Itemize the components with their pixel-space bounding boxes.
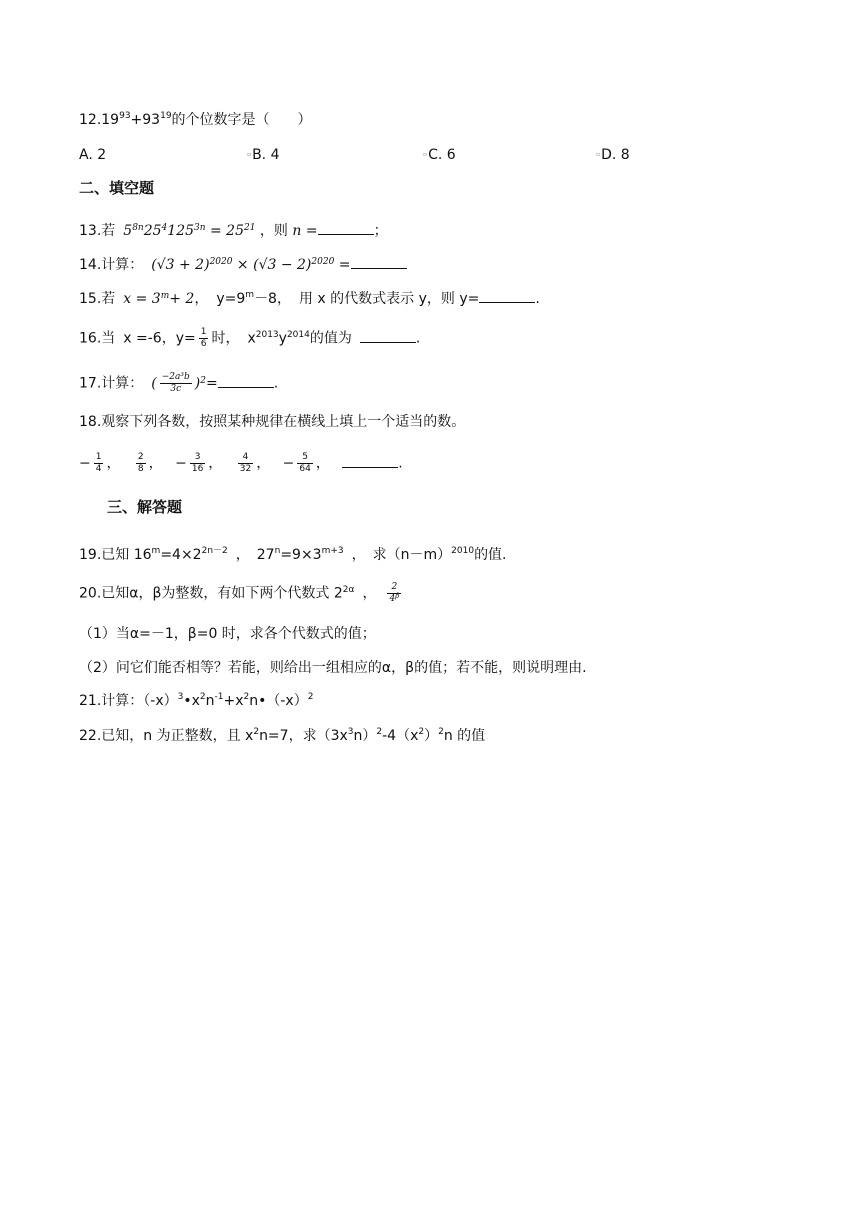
- q13-variable: n =: [292, 223, 318, 239]
- question-22: [79, 726, 485, 748]
- section-heading-answer: 三、解答题: [107, 498, 183, 516]
- q13-end: ；: [373, 223, 388, 239]
- q22-d: -4（x: [382, 728, 419, 744]
- q20-a-exp: 2α: [342, 584, 355, 595]
- q18-sequence: [79, 452, 403, 475]
- q20-frac-den-exp: β: [395, 592, 400, 600]
- q13-equals: = 25: [210, 223, 244, 239]
- q14-left: (√3 + 2): [151, 257, 210, 273]
- option-d-label: D. 8: [601, 147, 630, 163]
- option-marker-icon: ▫: [596, 151, 601, 158]
- q12-exp2: 19: [160, 111, 172, 121]
- q18-term1-sign: −: [79, 455, 91, 472]
- q21-e: n•（-x）: [249, 693, 308, 709]
- q17-prefix: 17.计算：: [79, 375, 144, 392]
- q22-c-exp: 2: [376, 727, 383, 737]
- q14-equals: =: [338, 257, 351, 273]
- option-marker-icon: ▫: [247, 151, 252, 158]
- q19-c: ， 27: [235, 547, 275, 563]
- q20-a: 20.已知α，β为整数，有如下两个代数式 2: [79, 585, 343, 602]
- question-13: [79, 221, 388, 243]
- q22-e: ）: [424, 728, 439, 744]
- q18-term5-sign: −: [282, 455, 295, 472]
- q16-x-exp: 2013: [255, 329, 279, 340]
- q18-term4-num: 4: [238, 452, 253, 464]
- q12-number: 12.: [79, 112, 102, 128]
- q15-y-exp: m: [245, 290, 255, 300]
- q12-base1: 19: [101, 112, 120, 128]
- q17-end: .: [273, 375, 279, 392]
- q13-answer-blank: [318, 222, 374, 235]
- q19-a: 19.已知 16: [79, 547, 152, 563]
- q14-exp2: 2020: [311, 257, 335, 267]
- q18-term1-num: 1: [95, 452, 102, 462]
- q13-exp4: 21: [244, 223, 256, 233]
- q12-base2: +93: [130, 112, 161, 128]
- q15-end: .: [535, 291, 540, 307]
- question-20-part-1: （1）当α=－1，β=0 时，求各个代数式的值；: [79, 626, 376, 642]
- q19-f: 的值.: [474, 547, 507, 563]
- q17-close: ): [194, 375, 201, 392]
- q13-base: 5: [123, 223, 133, 239]
- q18-sep: ，: [315, 455, 330, 472]
- q15-rest: + 2: [169, 291, 195, 307]
- question-14: [79, 255, 407, 277]
- q21-a-exp: 3: [177, 692, 184, 702]
- q15-exp: m: [160, 291, 170, 301]
- q17-frac-den: 3c: [170, 384, 182, 394]
- q16-y-base: y: [278, 330, 287, 347]
- question-18: 18.观察下列各数，按照某种规律在横线上填上一个适当的数。: [79, 414, 466, 430]
- q18-end: .: [398, 455, 403, 472]
- q15-y: y=9: [216, 291, 246, 307]
- q15-prefix: 15.若: [79, 291, 116, 307]
- q18-sep: ，: [148, 455, 163, 472]
- option-c-label: C. 6: [428, 147, 456, 163]
- q18-term2-num: 2: [137, 452, 144, 462]
- q21-c-exp: -1: [214, 692, 224, 702]
- q13-base2: 25: [143, 223, 162, 239]
- q18-term4-den: 32: [239, 464, 252, 474]
- q21-b: •x: [183, 693, 200, 709]
- q19-e-exp: 2010: [451, 546, 475, 556]
- q13-base3: 125: [167, 223, 195, 239]
- q14-answer-blank: [351, 256, 407, 269]
- q18-term3-den: 16: [191, 464, 204, 474]
- q13-exp1: 8n: [132, 223, 144, 233]
- q16-end: .: [415, 330, 421, 347]
- q17-equals: =: [205, 375, 218, 392]
- q15-text: 用 x 的代数式表示 y，则 y=: [298, 291, 480, 307]
- q12-exp1: 93: [119, 111, 131, 121]
- q15-answer-blank: [479, 290, 535, 303]
- q18-term5-num: 5: [297, 452, 312, 464]
- q16-y-exp: 2014: [286, 329, 310, 340]
- q15-y-tail: －8，: [254, 291, 291, 307]
- q21-d-exp: 2: [243, 692, 250, 702]
- question-17: [79, 372, 278, 396]
- q20-fraction: [387, 582, 401, 605]
- q22-c: n）: [353, 728, 377, 744]
- q15-expr: x = 3: [123, 291, 161, 307]
- question-15: [79, 289, 540, 311]
- q19-e: ， 求（n－m）: [351, 547, 452, 563]
- question-20-part-2: （2）问它们能否相等？若能，则给出一组相应的α，β的值；若不能，则说明理由.: [79, 660, 587, 676]
- option-b-label: B. 4: [252, 147, 280, 163]
- question-21: [79, 691, 313, 713]
- q19-a-exp: m: [151, 546, 161, 556]
- q19-d-exp: m+3: [321, 546, 344, 556]
- q18-answer-blank: [342, 455, 398, 468]
- q22-b: n=7，求（3x: [259, 728, 348, 744]
- option-b: [247, 145, 280, 165]
- q13-exp3: 3n: [194, 223, 206, 233]
- q20-frac-den: 4: [389, 594, 396, 604]
- q20-frac-num: 2: [387, 582, 401, 594]
- q20-sep: ，: [362, 585, 377, 602]
- q18-term4: [238, 452, 253, 475]
- q21-b-exp: 2: [199, 692, 206, 702]
- q18-term5-den: 64: [299, 464, 311, 474]
- q18-term3-sign: −: [175, 455, 187, 472]
- q21-c: n: [205, 693, 215, 709]
- q17-exp: 2: [200, 375, 206, 386]
- q22-f: n 的值: [443, 728, 486, 744]
- option-marker-icon: ▫: [423, 151, 428, 158]
- q16-x: x =-6，y=: [123, 330, 196, 347]
- q17-answer-blank: [218, 375, 274, 388]
- q18-sep: ，: [208, 455, 223, 472]
- q22-a: 22.已知，n 为正整数，且 x: [79, 728, 254, 744]
- q21-e-exp: 2: [307, 692, 314, 702]
- q22-b-exp: 3: [347, 727, 354, 737]
- q18-term2: [136, 452, 146, 475]
- q19-b-exp: 2n－2: [201, 546, 228, 556]
- q13-mid: ，则: [259, 223, 288, 239]
- question-19: [79, 545, 507, 567]
- q18-term3-num: 3: [190, 452, 205, 464]
- q18-term1: [94, 452, 104, 475]
- q18-term3: [190, 452, 205, 475]
- question-12: [79, 110, 312, 132]
- q16-frac-den: 6: [200, 339, 207, 349]
- q16-answer-blank: [360, 330, 416, 343]
- option-a-label: A. 2: [79, 147, 107, 163]
- q16-text: 的值为: [309, 330, 352, 347]
- q17-frac-num: −2a³b: [161, 372, 190, 382]
- q21-d: +x: [223, 693, 244, 709]
- q19-d: =9×3: [280, 547, 322, 563]
- q16-when: 时，: [211, 330, 240, 347]
- q14-exp1: 2020: [209, 257, 233, 267]
- q13-prefix: 13.若: [79, 223, 116, 239]
- question-20: [79, 582, 404, 606]
- question-16: [79, 327, 420, 351]
- q22-a-exp: 2: [253, 727, 260, 737]
- q18-term1-den: 4: [95, 464, 102, 474]
- q16-x-base: x: [247, 330, 256, 347]
- q14-prefix: 14.计算：: [79, 257, 144, 273]
- q19-b: =4×2: [160, 547, 202, 563]
- q21-a: 21.计算：（-x）: [79, 693, 178, 709]
- q16-frac-num: 1: [200, 327, 207, 337]
- q19-c-exp: n: [274, 546, 281, 556]
- q16-prefix: 16.当: [79, 330, 116, 347]
- q22-d-exp: 2: [418, 727, 425, 737]
- q16-fraction: [199, 327, 209, 350]
- q13-exp2: 4: [161, 223, 168, 233]
- q18-sep: ，: [106, 455, 121, 472]
- q12-text: 的个位数字是（ ）: [171, 112, 312, 128]
- q15-separator: ，: [194, 291, 209, 307]
- q17-open: (: [151, 375, 157, 392]
- option-a: [79, 145, 106, 165]
- option-d: [596, 145, 630, 165]
- q18-term2-den: 8: [137, 464, 144, 474]
- q17-fraction: [160, 372, 192, 395]
- q18-term5: [297, 452, 312, 475]
- section-heading-fill-blank: 二、填空题: [79, 179, 155, 197]
- q14-right: × (√3 − 2): [236, 257, 312, 273]
- q22-e-exp: 2: [438, 727, 444, 737]
- option-c: [423, 145, 456, 165]
- q18-sep: ，: [256, 455, 271, 472]
